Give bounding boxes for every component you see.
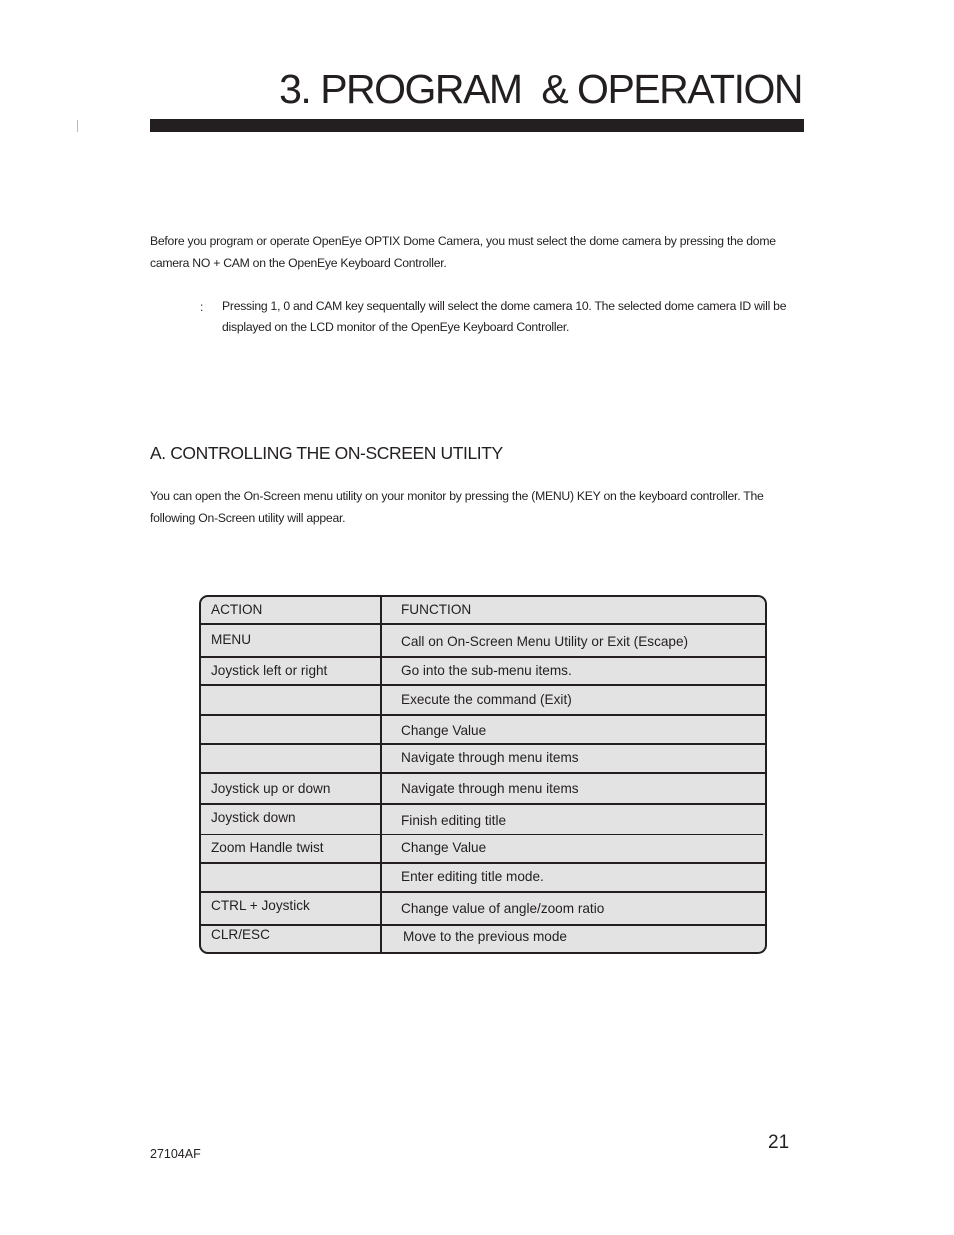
function-cell: Move to the previous mode [403,929,567,944]
table-row [201,864,765,893]
note-paragraph: Pressing 1, 0 and CAM key sequentally will select the dome camera 10. The selected dome camera ID will be displayed on the LCD monitor of the OpenEye Keyboard Controller. [222,299,787,334]
function-cell: Navigate through menu items [401,781,579,796]
function-cell: Change Value [401,723,487,738]
column-divider [380,597,382,952]
action-cell: Joystick left or right [211,663,328,678]
header-function: FUNCTION [401,602,472,617]
table-row [201,745,765,774]
function-cell: Enter editing title mode. [401,869,544,884]
table-row [201,893,765,926]
table-row [201,774,765,805]
section-heading: A. CONTROLLING THE ON-SCREEN UTILITY [150,443,503,463]
title-rule [150,119,804,132]
function-cell: Execute the command (Exit) [401,692,572,707]
action-cell: Joystick down [211,810,296,825]
action-cell: CTRL + Joystick [211,898,310,913]
chapter-title: 3. PROGRAM & OPERATION [279,66,802,112]
action-cell: CLR/ESC [211,927,270,942]
table-row [201,686,765,716]
section-paragraph: You can open the On-Screen menu utility on your monitor by pressing the (MENU) KEY on the keyboard controller. The following On-Screen utility will appear. [150,489,764,525]
table-row [201,926,765,952]
table-header-row [201,597,765,625]
function-cell: Call on On-Screen Menu Utility or Exit (Escape) [401,634,689,649]
intro-paragraph: Before you program or operate OpenEye OPTIX Dome Camera, you must select the dome camera by pressing the dome camera NO + CAM on the OpenEye Keyboard Controller. [150,234,776,270]
function-cell: Change value of angle/zoom ratio [401,901,605,916]
action-cell: Zoom Handle twist [211,840,324,855]
margin-mark [77,120,78,132]
document-code: 27104AF [150,1147,201,1161]
table-row [201,658,765,686]
function-cell: Go into the sub-menu items. [401,663,572,678]
function-cell: Finish editing title [401,813,507,828]
table-row [201,625,765,658]
table-row [201,835,765,864]
control-table [199,595,767,954]
function-cell: Change Value [401,840,487,855]
action-cell: MENU [211,632,252,647]
table-row [201,805,765,835]
header-action: ACTION [211,602,263,617]
table-row [201,716,765,745]
note-marker: : [200,300,204,314]
action-cell: Joystick up or down [211,781,331,796]
page-number: 21 [768,1132,790,1153]
function-cell: Navigate through menu items [401,750,579,765]
